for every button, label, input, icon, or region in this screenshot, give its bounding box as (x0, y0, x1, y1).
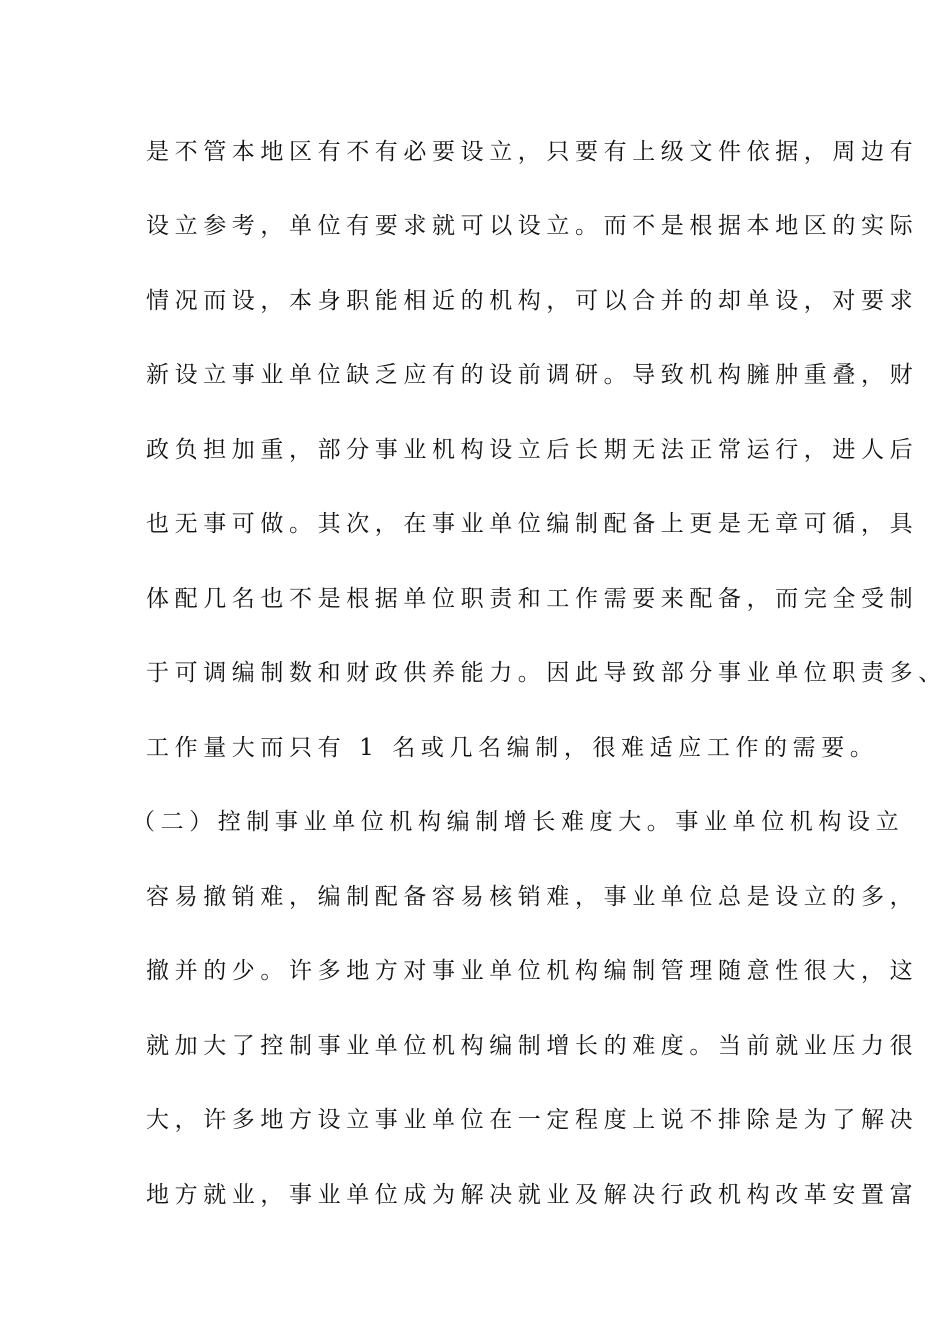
text-line: 情况而设，本身职能相近的机构，可以合并的却单设，对要求 (146, 288, 919, 314)
section-heading-line: （二）控制事业单位机构编制增长难度大。事业单位机构设立 (132, 809, 905, 835)
text-line: 撤并的少。许多地方对事业单位机构编制管理随意性很大，这 (146, 958, 919, 984)
text-line: 新设立事业单位缺乏应有的设前调研。导致机构臃肿重叠，财 (146, 362, 919, 388)
text-line: 设立参考，单位有要求就可以设立。而不是根据本地区的实际 (146, 213, 919, 239)
text-line: 地方就业，事业单位成为解决就业及解决行政机构改革安置富 (146, 1182, 919, 1208)
text-line: 就加大了控制事业单位机构编制增长的难度。当前就业压力很 (146, 1033, 919, 1059)
text-line: 政负担加重，部分事业机构设立后长期无法正常运行，进人后 (146, 437, 919, 463)
text-line: 是不管本地区有不有必要设立，只要有上级文件依据，周边有 (146, 139, 919, 165)
text-line: 容易撤销难，编制配备容易核销难，事业单位总是设立的多， (146, 884, 919, 910)
text-line: 体配几名也不是根据单位职责和工作需要来配备，而完全受制 (146, 586, 919, 612)
text-line: 也无事可做。其次，在事业单位编制配备上更是无章可循，具 (146, 511, 919, 537)
text-line: 工作量大而只有 1 名或几名编制，很难适应工作的需要。 (146, 735, 879, 761)
text-line: 于可调编制数和财政供养能力。因此导致部分事业单位职责多、 (146, 660, 947, 686)
text-line: 大，许多地方设立事业单位在一定程度上说不排除是为了解决 (146, 1107, 919, 1133)
